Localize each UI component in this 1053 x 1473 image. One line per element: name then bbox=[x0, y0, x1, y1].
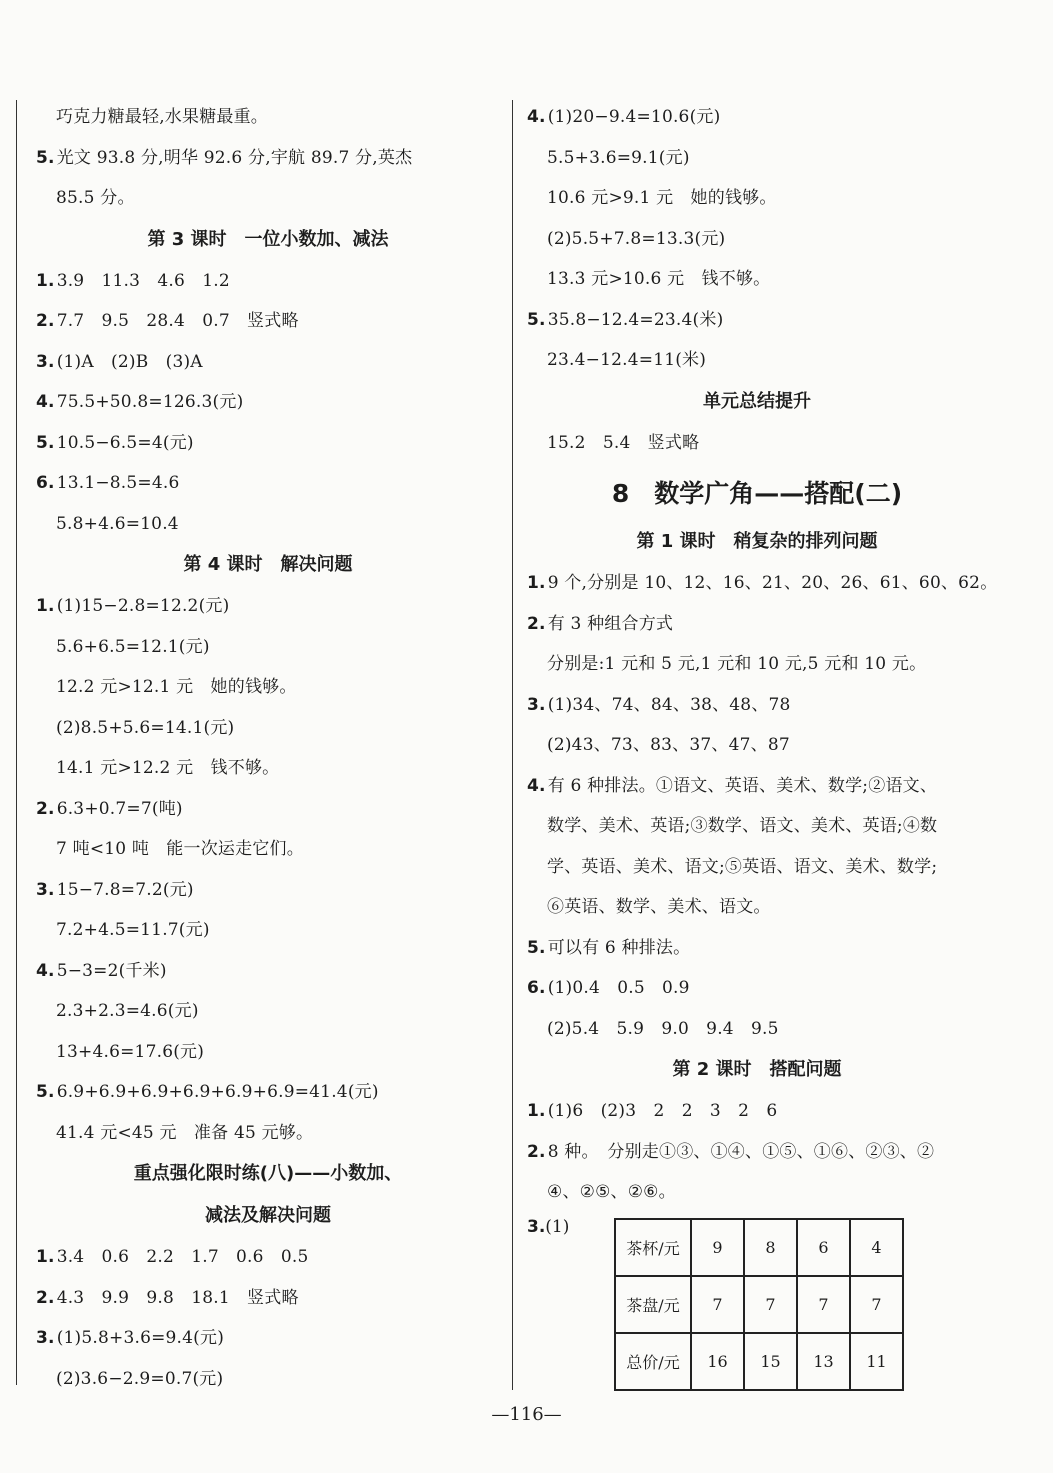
answer-line bbox=[36, 138, 500, 179]
answer-line bbox=[36, 1032, 500, 1073]
answer-line bbox=[527, 259, 987, 300]
question-number: 3. bbox=[36, 351, 55, 372]
answer-line bbox=[36, 1113, 500, 1154]
answer-text: (1)5.8+3.6=9.4(元) bbox=[56, 1328, 225, 1348]
answer-text: 4.3 9.9 9.8 18.1 竖式略 bbox=[56, 1287, 299, 1308]
answer-line bbox=[527, 766, 987, 807]
answer-text: (1)6 (2)3 2 2 3 2 6 bbox=[547, 1101, 778, 1121]
answer-line bbox=[36, 1237, 500, 1278]
answer-text: (2)5.5+7.8=13.3(元) bbox=[547, 228, 726, 249]
question-number: 1. bbox=[36, 1247, 55, 1267]
answer-line bbox=[36, 910, 500, 951]
question-part: (1) bbox=[545, 1216, 570, 1237]
answer-line bbox=[527, 97, 987, 138]
answer-text: 7.7 9.5 28.4 0.7 竖式略 bbox=[56, 311, 299, 331]
answer-text: 8 种。 分别走①③、①④、①⑤、①⑥、②③、② bbox=[547, 1141, 935, 1162]
question-number: 5. bbox=[36, 147, 55, 168]
answer-text: (2)43、73、83、37、47、87 bbox=[547, 735, 790, 755]
answer-text: 35.8−12.4=23.4(米) bbox=[547, 309, 724, 330]
answer-text: 分别是:1 元和 5 元,1 元和 10 元,5 元和 10 元。 bbox=[547, 654, 927, 674]
question-number: 4. bbox=[527, 107, 546, 127]
answer-text: 41.4 元<45 元 准备 45 元够。 bbox=[56, 1122, 314, 1143]
section-heading: 单元总结提升 bbox=[703, 390, 811, 412]
answer-text: 有 6 种排法。①语文、英语、美术、数学;②语文、 bbox=[547, 775, 938, 796]
answer-text: (2)5.4 5.9 9.0 9.4 9.5 bbox=[547, 1018, 779, 1039]
answer-line bbox=[527, 847, 987, 888]
answer-line bbox=[36, 1278, 500, 1319]
answer-line bbox=[36, 708, 500, 749]
answer-line bbox=[527, 968, 987, 1009]
table-cell: 9 bbox=[691, 1219, 744, 1276]
answer-line bbox=[36, 1318, 500, 1359]
table-cell: 4 bbox=[850, 1219, 903, 1276]
row-header: 茶盘/元 bbox=[615, 1276, 691, 1333]
answer-line bbox=[36, 870, 500, 911]
section-heading: 第 1 课时 稍复杂的排列问题 bbox=[636, 531, 878, 552]
answer-text: 5.8+4.6=10.4 bbox=[56, 513, 179, 534]
answer-text: 6.9+6.9+6.9+6.9+6.9+6.9=41.4(元) bbox=[56, 1082, 379, 1102]
table-row bbox=[615, 1333, 903, 1390]
answer-text: ⑥英语、数学、美术、语文。 bbox=[547, 897, 771, 917]
question-number: 2. bbox=[527, 1141, 546, 1162]
left-column bbox=[36, 97, 500, 1399]
answer-line bbox=[527, 685, 987, 726]
answer-line bbox=[527, 887, 987, 928]
answer-line bbox=[36, 586, 500, 627]
left-margin-rule bbox=[16, 100, 17, 1385]
answer-text: 6.3+0.7=7(吨) bbox=[56, 798, 183, 819]
question-number: 1. bbox=[36, 270, 55, 291]
answer-line bbox=[36, 342, 500, 383]
answer-line bbox=[36, 748, 500, 789]
question-number: 5. bbox=[36, 1082, 55, 1102]
answer-line bbox=[36, 301, 500, 342]
row-header: 总价/元 bbox=[615, 1333, 691, 1390]
answer-line bbox=[527, 806, 987, 847]
table-cell: 7 bbox=[850, 1276, 903, 1333]
answer-text: (1)34、74、84、38、48、78 bbox=[547, 694, 791, 715]
answer-line bbox=[36, 667, 500, 708]
table-cell: 6 bbox=[797, 1219, 850, 1276]
table-cell: 7 bbox=[797, 1276, 850, 1333]
answer-text: 5−3=2(千米) bbox=[56, 960, 167, 981]
answer-text: 2.3+2.3=4.6(元) bbox=[56, 1001, 199, 1021]
section-heading: 第 3 课时 一位小数加、减法 bbox=[147, 228, 389, 250]
answer-line bbox=[527, 604, 987, 645]
question-number: 2. bbox=[36, 311, 55, 331]
answer-line bbox=[527, 928, 987, 969]
answer-text: (1)15−2.8=12.2(元) bbox=[56, 596, 230, 616]
right-column-lines bbox=[527, 97, 998, 1213]
section-heading: 第 2 课时 搭配问题 bbox=[672, 1059, 842, 1080]
answer-text: (1)A (2)B (3)A bbox=[56, 351, 203, 372]
answer-text: 学、英语、美术、语文;⑤英语、语文、美术、数学; bbox=[547, 856, 938, 877]
answer-line bbox=[36, 463, 500, 504]
question-number: 4. bbox=[527, 775, 546, 796]
answer-line bbox=[527, 1091, 987, 1132]
answer-text: (1)0.4 0.5 0.9 bbox=[547, 978, 690, 998]
answer-line bbox=[527, 178, 987, 219]
section-heading: 第 4 课时 解决问题 bbox=[183, 554, 353, 575]
answer-text: 7 吨<10 吨 能一次运走它们。 bbox=[56, 839, 304, 859]
answer-text: 10.5−6.5=4(元) bbox=[56, 432, 194, 453]
row-header: 茶杯/元 bbox=[615, 1219, 691, 1276]
chapter-title: 8 数学广角——搭配(二) bbox=[611, 479, 903, 508]
column-divider bbox=[512, 100, 513, 1390]
answer-text: 3.9 11.3 4.6 1.2 bbox=[56, 270, 230, 291]
answer-line bbox=[36, 1359, 500, 1400]
answer-line bbox=[36, 829, 500, 870]
question-number: 2. bbox=[527, 613, 546, 634]
table-cell: 16 bbox=[691, 1333, 744, 1390]
answer-text: 7.2+4.5=11.7(元) bbox=[56, 920, 210, 940]
answer-line bbox=[527, 725, 987, 766]
answer-text: 5.5+3.6=9.1(元) bbox=[547, 147, 690, 168]
answer-text: 10.6 元>9.1 元 她的钱够。 bbox=[547, 188, 777, 208]
answer-text: 23.4−12.4=11(米) bbox=[547, 350, 707, 370]
right-column bbox=[527, 97, 998, 1393]
answer-line bbox=[527, 300, 987, 341]
answer-line bbox=[527, 1172, 987, 1213]
answer-text: 13.3 元>10.6 元 钱不够。 bbox=[547, 269, 771, 289]
table-row bbox=[615, 1219, 903, 1276]
answer-text: (1)20−9.4=10.6(元) bbox=[547, 107, 721, 127]
answer-line bbox=[36, 382, 500, 423]
table-cell: 7 bbox=[744, 1276, 797, 1333]
answer-line bbox=[527, 340, 987, 381]
question-number: 1. bbox=[527, 573, 546, 593]
answer-text: 光文 93.8 分,明华 92.6 分,宇航 89.7 分,英杰 bbox=[56, 147, 413, 168]
table-cell: 15 bbox=[744, 1333, 797, 1390]
answer-text: 12.2 元>12.1 元 她的钱够。 bbox=[56, 677, 297, 697]
answer-text: ④、②⑤、②⑥。 bbox=[547, 1182, 676, 1202]
answer-line bbox=[36, 1072, 500, 1113]
question-number: 4. bbox=[36, 392, 55, 412]
table-row bbox=[615, 1276, 903, 1333]
question-number: 1. bbox=[527, 1101, 546, 1121]
table-cell: 7 bbox=[691, 1276, 744, 1333]
question-number: 1. bbox=[36, 596, 55, 616]
table-cell: 8 bbox=[744, 1219, 797, 1276]
table-question-label bbox=[527, 1213, 569, 1241]
answer-line bbox=[36, 97, 500, 138]
answer-line bbox=[527, 644, 987, 685]
price-table bbox=[614, 1218, 904, 1391]
question-number: 5. bbox=[527, 309, 546, 330]
answer-line bbox=[527, 1132, 987, 1173]
answer-line bbox=[36, 951, 500, 992]
section-heading: 重点强化限时练(八)——小数加、 bbox=[133, 1163, 403, 1184]
answer-line bbox=[36, 627, 500, 668]
question-number: 6. bbox=[527, 978, 546, 998]
answer-line bbox=[527, 138, 987, 179]
answer-text: 3.4 0.6 2.2 1.7 0.6 0.5 bbox=[56, 1247, 309, 1267]
answer-line bbox=[527, 219, 987, 260]
section-heading: 减法及解决问题 bbox=[205, 1205, 331, 1226]
answer-text: 有 3 种组合方式 bbox=[547, 613, 674, 634]
answer-text: 15.2 5.4 竖式略 bbox=[547, 432, 700, 453]
question-number: 5. bbox=[36, 432, 55, 453]
answer-line bbox=[527, 423, 987, 464]
answer-line bbox=[36, 789, 500, 830]
answer-text: (2)3.6−2.9=0.7(元) bbox=[56, 1368, 224, 1389]
answer-text: 巧克力糖最轻,水果糖最重。 bbox=[56, 107, 269, 127]
answer-text: 13.1−8.5=4.6 bbox=[56, 473, 180, 493]
question-number: 5. bbox=[527, 937, 546, 958]
answer-line bbox=[527, 563, 998, 604]
question-number: 6. bbox=[36, 473, 55, 493]
question-number: 2. bbox=[36, 1287, 55, 1308]
question-number: 3. bbox=[36, 879, 55, 900]
answer-text: 13+4.6=17.6(元) bbox=[56, 1041, 205, 1062]
table-cell: 11 bbox=[850, 1333, 903, 1390]
answer-text: (2)8.5+5.6=14.1(元) bbox=[56, 717, 235, 738]
answer-text: 5.6+6.5=12.1(元) bbox=[56, 636, 210, 657]
question-number: 3. bbox=[527, 694, 546, 715]
answer-text: 14.1 元>12.2 元 钱不够。 bbox=[56, 758, 280, 778]
answer-line bbox=[527, 1009, 987, 1050]
question-number: 3. bbox=[527, 1216, 546, 1237]
question-number: 3. bbox=[36, 1328, 55, 1348]
answer-text: 75.5+50.8=126.3(元) bbox=[56, 392, 244, 412]
page-number: —116— bbox=[491, 1404, 562, 1425]
answer-text: 15−7.8=7.2(元) bbox=[56, 879, 194, 900]
answer-line bbox=[36, 423, 500, 464]
answer-text: 85.5 分。 bbox=[56, 188, 135, 208]
answer-line bbox=[36, 178, 500, 219]
table-cell: 13 bbox=[797, 1333, 850, 1390]
price-table-block bbox=[527, 1213, 987, 1393]
answer-text: 9 个,分别是 10、12、16、21、20、26、61、60、62。 bbox=[547, 573, 998, 593]
answer-line bbox=[36, 504, 500, 545]
question-number: 2. bbox=[36, 798, 55, 819]
answer-line bbox=[36, 261, 500, 302]
answer-line bbox=[36, 991, 500, 1032]
question-number: 4. bbox=[36, 960, 55, 981]
answer-text: 数学、美术、英语;③数学、语文、美术、英语;④数 bbox=[547, 816, 938, 836]
answer-text: 可以有 6 种排法。 bbox=[547, 937, 691, 958]
